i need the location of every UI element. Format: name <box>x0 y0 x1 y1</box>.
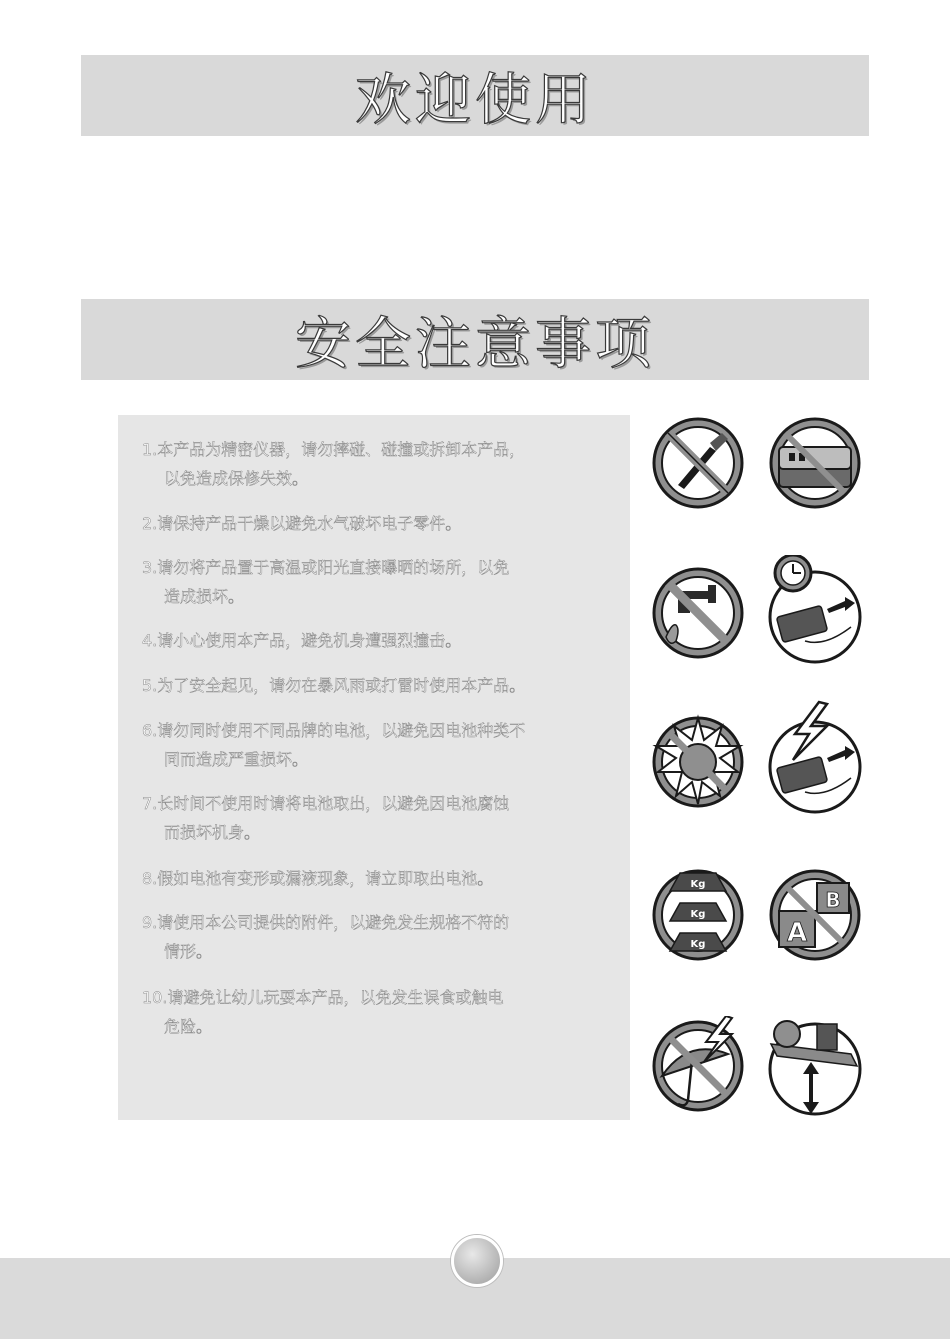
notice-item: 5.为了安全起见，请勿在暴风雨或打雷时使用本产品。 <box>142 676 526 695</box>
kg-label: Kg <box>690 909 706 920</box>
notice-item: 9.请使用本公司提供的附件，以避免发生规格不符的 情形。 <box>142 913 510 961</box>
no-heavy-weight-icon <box>648 865 748 965</box>
no-battery-stack-icon <box>765 413 865 513</box>
welcome-banner <box>81 55 869 136</box>
remove-battery-lightning-icon <box>765 700 865 800</box>
safety-notice-panel <box>118 415 630 1120</box>
no-storm-icon <box>648 1016 748 1116</box>
safety-banner <box>81 299 869 380</box>
kg-label: Kg <box>690 879 706 890</box>
notice-item: 3.请勿将产品置于高温或阳光直接曝晒的场所，以免 造成损坏。 <box>142 558 510 606</box>
safety-title: 安全注意事项 <box>295 311 655 377</box>
remove-battery-long-time-icon <box>765 555 865 655</box>
block-a-label: A <box>786 918 808 948</box>
kg-label: Kg <box>690 939 706 950</box>
notice-item: 10.请避免让幼儿玩耍本产品，以免发生误食或触电 危险。 <box>142 988 504 1036</box>
notice-item: 2.请保持产品干燥以避免水气破坏电子零件。 <box>142 514 462 533</box>
no-sunlight-icon <box>648 712 748 812</box>
no-water-icon <box>648 563 748 663</box>
notice-item: 7.长时间不使用时请将电池取出，以避免因电池腐蚀 而损坏机身。 <box>142 794 510 842</box>
welcome-title: 欢迎使用 <box>355 67 595 133</box>
block-b-label: B <box>825 888 841 912</box>
avoid-drop-impact-icon <box>765 1014 865 1114</box>
page-number-badge <box>451 1235 503 1287</box>
notice-item: 1.本产品为精密仪器，请勿摔碰、碰撞或拆卸本产品， 以免造成保修失效。 <box>142 440 526 488</box>
notice-item: 4.请小心使用本产品，避免机身遭强烈撞击。 <box>142 631 462 650</box>
no-children-blocks-icon <box>765 865 865 965</box>
no-disassemble-icon <box>648 413 748 513</box>
notice-item: 8.假如电池有变形或漏液现象，请立即取出电池。 <box>142 869 494 888</box>
notice-item: 6.请勿同时使用不同品牌的电池，以避免因电池种类不 同而造成严重损坏。 <box>142 721 526 769</box>
